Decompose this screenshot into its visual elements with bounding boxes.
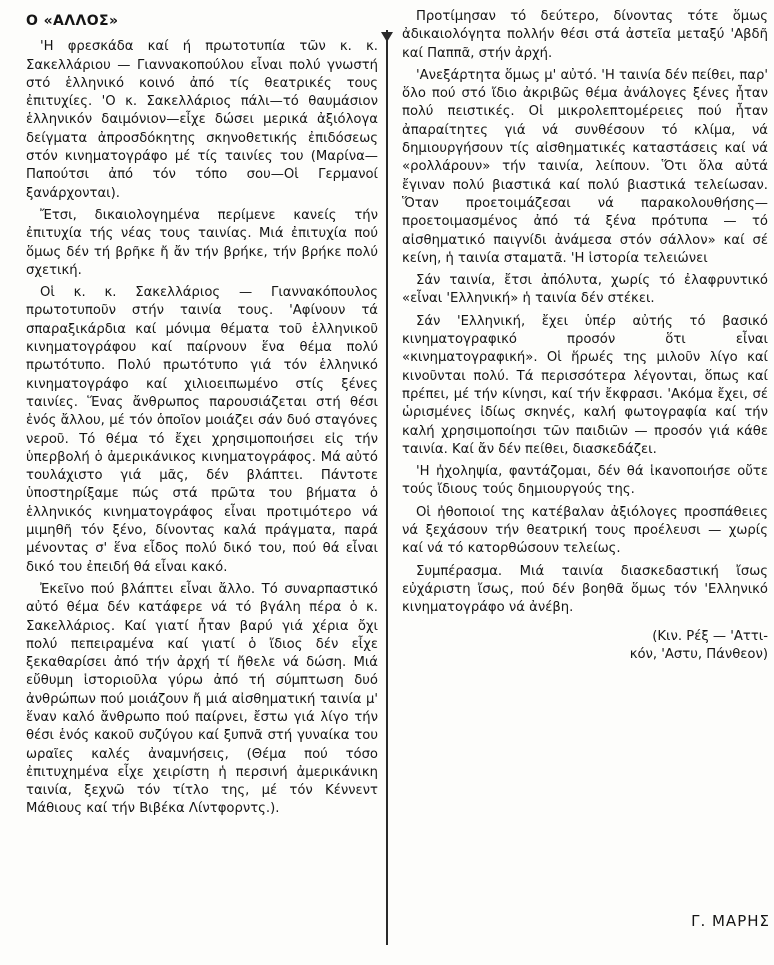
column-divider xyxy=(386,30,388,945)
cinema-credits xyxy=(402,628,768,665)
article-paragraph: Σάν 'Ελληνική, ἔχει ὑπέρ αὐτής τό βασικό κινηματογραφικό προσόν ὅτι εἶναι «κινηματογραφική». Οἱ ἥρωές της μιλοῦν λίγο καί κινοῦνται πολύ. Τά περισσότερα λέγονται, ὅπως καί πρέπει, μέ τήν κίνησι, καί τήν ἔκφρασι. 'Ακόμα ἔχει, σέ ὡρισμένες ἰδίως σκηνές, καλή φωτογραφία καί τήν καλή χρησιμοποίησι τῶν παιδιῶν — προσόν γιά κάθε ταινία. Καί ἄν δέν πείθει, διασκεδάζει. xyxy=(402,313,768,457)
author-signature: Γ. ΜΑΡΗΣ xyxy=(691,912,770,930)
article-paragraph: Προτίμησαν τό δεύτερο, δίνοντας τότε ὅμως ἀδικαιολόγητα πολλήν θέσι στά ἀστεῖα μεταξύ 'Αβδῆ καί Παππᾶ, στήν ἀρχή. xyxy=(402,9,768,61)
article-paragraph: Σάν ταινία, ἔτσι ἀπόλυτα, χωρίς τό ἐλαφρυντικό «εἶναι 'Ελληνική» ἡ ταινία δέν στέκει. xyxy=(402,273,768,307)
left-column xyxy=(26,12,378,819)
article-paragraph: Ἔτσι, δικαιολογημένα περίμενε κανείς τήν ἐπιτυχία τής νέας τους ταινίας. Μιά ἐπιτυχία πού ὅμως δέν τή βρῆκε ἤ ἄν τήν βρήκε, τήν βρήκε πολύ σχετική. xyxy=(26,207,378,278)
article-headline: Ο «ΑΛΛΟΣ» xyxy=(26,13,119,29)
credits-line: (Κιν. Ρέξ — 'Αττι- xyxy=(652,628,768,644)
article-paragraph: Συμπέρασμα. Μιά ταινία διασκεδαστική ἴσως εὐχάριστη ἴσως, πού δέν βοηθᾶ ὅμως τόν 'Ελληνικό κινηματογράφο νά ἀνέβη. xyxy=(402,563,768,616)
article-paragraph: 'Η φρεσκάδα καί ή πρωτοτυπία τῶν κ. κ. Σακελλάριου — Γιαννακοπούλου εἶναι πολύ γνωστή στό ἑλληνικό κοινό ἀπό τίς θεατρικές τους ἐπιτυχίες. 'Ο κ. Σακελλάριος πάλι—τό θαυμάσιον ἑλληνικόν δαιμόνιον—εἶχε δώσει μερικά ἀξιόλογα δείγματα ἀπροσδόκητης σκηνοθετικής ἐπιδόσεως στόν κινηματογράφο μέ τίς ταινίες του (Μαρίνα—Παπούτσι ἀπό τόν τόπο σου—Οἱ Γερμανοί ξανάρχονται). xyxy=(26,39,378,201)
article-paragraph: Ἐκεῖνο πού βλάπτει εἶναι ἄλλο. Τό συναρπαστικό αὐτό θέμα δέν κατάφερε νά τό βγάλη πέρα ὁ κ. Σακελλάριος. Καί γιατί ἦταν βαρύ γιά χέρια ὄχι πολύ πεπειραμένα καί γιατί ὁ ἴδιος δέν εἶχε ξεκαθαρίσει ἀπό τήν ἀρχή τί ἤθελε νά δώση. Μιά εὔθυμη ἱστοριοῦλα γύρω ἀπό τή σύμπτωση δυό ἀνθρώπων πού μοιάζουν ἤ μιά αἰσθηματική ταινία μ' ἕναν καλό ἄνθρωπο πού παίρνει, ἔστω γιά λίγο τήν θέσι ἑνός κακοῦ συζύγου καί ξυπνᾶ στή γυναίκα του ωραῖες καλές ἀναμνήσεις, (Θέμα πού τόσο ἐπιτυχημένα εἶχε χειρίστη ἡ περσινή ἀμερικάνικη ταινία, ξεχνῶ τόν τίτλο της, μέ τόν Κέννεντ Μάθιους καί τήν Βιβέκα Λίντφορντς.). xyxy=(26,581,378,817)
article-paragraph: 'Ανεξάρτητα ὅμως μ' αὐτό. 'Η ταινία δέν πείθει, παρ' ὅλο πού στό ἴδιο ἀκριβῶς θέμα ἀνάλογες ξένες ἦταν πολύ πειστικές. Οἱ μικρολεπτομέρειες πού ἦταν ἀπαραίτητες γιά νά συνθέσουν τό κλίμα, νά δημιουργήσουν τίς αἰσθηματικές καταστάσεις καί νά «ρολλάρουν» τήν ταινία, λείπουν. Ὅτι ὅλα αὐτά ἔγιναν πολύ βιαστικά καί πολύ βιαστικά τελείωσαν. Ὅταν προετοιμάζεσαι νά παρακολουθήσης—προετοιμασμένος ἀπό τά ξένα πρότυπα — τό αἰσθηματικό παιγνίδι ἀνάμεσα στόν σάλλον» καί σέ κείνη, ἡ ταινία σταματᾶ. 'Η ἱστορία τελειώνει xyxy=(402,67,768,266)
credits-line: κόν, 'Αστυ, Πάνθεον) xyxy=(629,646,768,662)
right-column xyxy=(402,8,768,664)
article-paragraph: Οἱ κ. κ. Σακελλάριος — Γιαννακόπουλος πρωτοτυποῦν στήν ταινία τους. 'Αφίνουν τά σπαραξικάρδια καί μόνιμα θέματα τοῦ ἑλληνικοῦ κινηματογράφου καί παίρνουν ἕνα θέμα πολύ πρωτότυπο. Πολύ πρωτότυπο γιά τόν ἑλληνικό κινηματογράφο καί χιλιοειπωμένο στίς ξένες ταινίες. Ἕνας ἄνθρωπος παρουσιάζεται στή θέσι ἑνός ἄλλου, μέ τόν ὁποῖον μοιάζει σάν δυό σταγόνες νεροῦ. Τό θέμα τό ἔχει χρησιμοποιήσει εἰς τήν ὑπερβολή ὁ ἀμερικάνικος κινηματογράφος. Μά αὐτό τουλάχιστο γιά μᾶς, δέν βλάπτει. Πάντοτε ὑποστηρίξαμε πώς στά πρῶτα του βήματα ὁ ἑλληνικός κινηματογράφος εἶναι προτιμότερο νά μιμηθῆ τόν ξένο, δίνοντας καλά πράγματα, παρά μένοντας σ' ἕνα εἶδος πολύ δικό του, πού θά εἶναι δικό του ἐπειδή θά εἶναι κακό. xyxy=(26,285,378,575)
article-paragraph: 'Η ἠχοληψία, φαντάζομαι, δέν θά ἱκανοποιήσε οὔτε τούς ἴδιους τούς δημιουργούς της. xyxy=(402,464,768,498)
article-paragraph: Οἱ ἠθοποιοί της κατέβαλαν ἀξιόλογες προσπάθειες νά ξεχάσουν τήν θεατρική τους προέλευσι — χωρίς καί νά τό κατορθώσουν τελείως. xyxy=(402,504,768,557)
